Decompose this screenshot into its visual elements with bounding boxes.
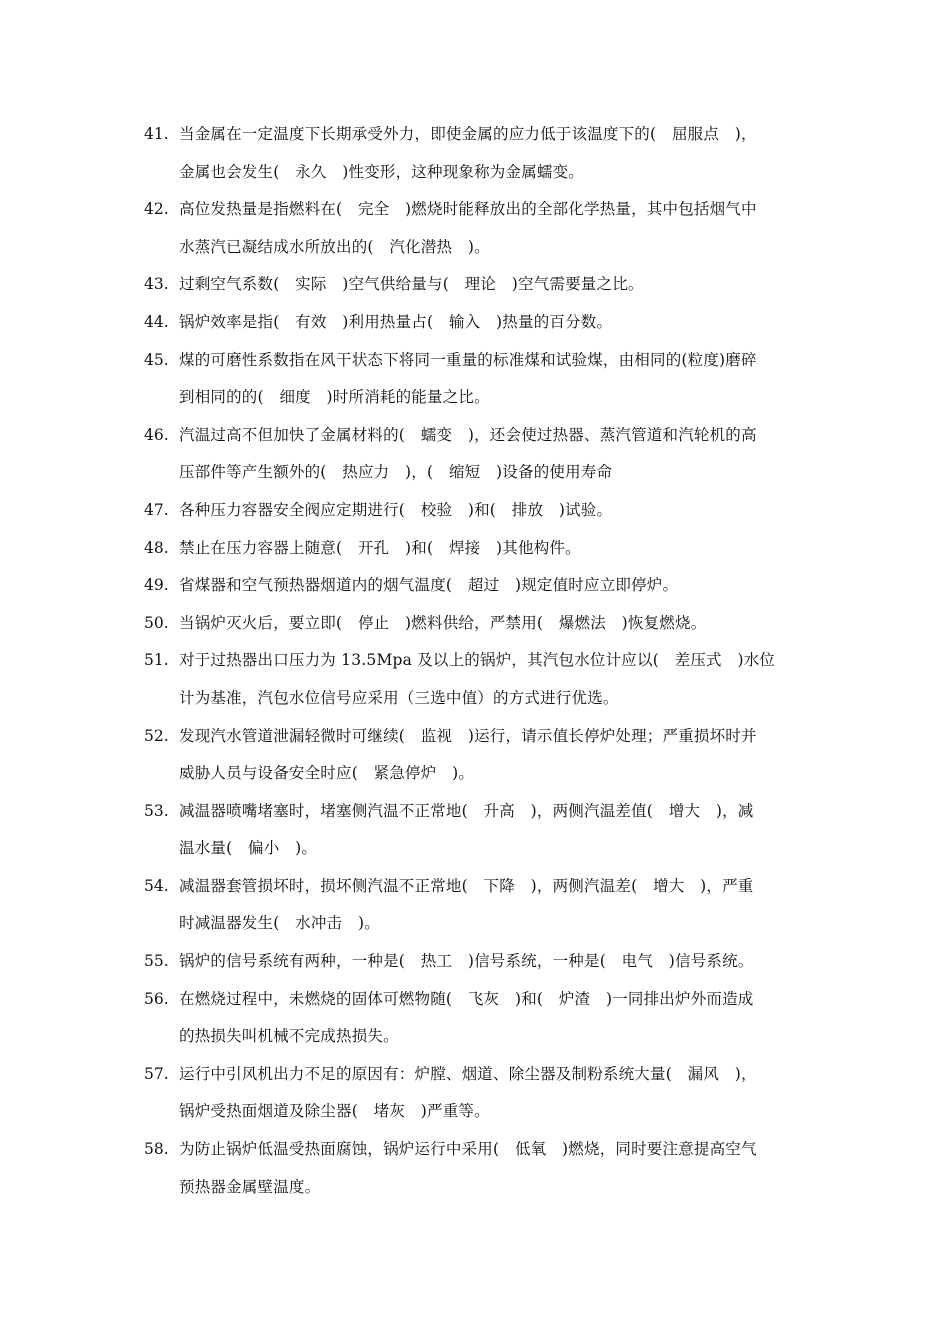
list-item (144, 721, 814, 789)
list-item (144, 608, 814, 638)
list-item (144, 533, 814, 563)
item-number: 43. (144, 275, 169, 294)
item-text: 锅炉受热面烟道及除尘器( 堵灰 )严重等。 (179, 1102, 490, 1121)
item-text: 温水量( 偏小 )。 (179, 839, 318, 858)
item-number: 42. (144, 200, 169, 219)
item-number: 50. (144, 613, 169, 632)
list-item (144, 194, 814, 262)
item-number: 53. (144, 801, 169, 820)
item-text: 预热器金属壁温度。 (179, 1177, 321, 1196)
item-number: 46. (144, 425, 169, 444)
item-text: 减温器喷嘴堵塞时，堵塞侧汽温不正常地( 升高 )，两侧汽温差值( 增大 )，减 (179, 801, 754, 820)
item-text: 煤的可磨性系数指在风干状态下将同一重量的标准煤和试验煤，由相同的(粒度)磨碎 (179, 350, 757, 369)
list-item (144, 269, 814, 299)
item-number: 45. (144, 350, 169, 369)
item-number: 51. (144, 651, 169, 670)
list-item (144, 1059, 814, 1127)
item-text: 减温器套管损坏时，损坏侧汽温不正常地( 下降 )，两侧汽温差( 增大 )，严重 (179, 876, 754, 895)
item-number: 55. (144, 952, 169, 971)
item-text: 禁止在压力容器上随意( 开孔 )和( 焊接 )其他构件。 (179, 538, 581, 557)
item-text: 的热损失叫机械不完成热损失。 (179, 1027, 399, 1046)
list-item (144, 345, 814, 413)
item-number: 49. (144, 576, 169, 595)
item-number: 56. (144, 989, 169, 1008)
item-number: 52. (144, 726, 169, 745)
list-item (144, 1134, 814, 1202)
item-text: 汽温过高不但加快了金属材料的( 蠕变 )，还会使过热器、蒸汽管道和汽轮机的高 (179, 425, 757, 444)
item-number: 44. (144, 312, 169, 331)
item-text: 水蒸汽已凝结成水所放出的( 汽化潜热 )。 (179, 237, 490, 256)
item-number: 58. (144, 1140, 169, 1159)
item-text: 发现汽水管道泄漏轻微时可继续( 监视 )运行，请示值长停炉处理；严重损坏时并 (179, 726, 757, 745)
item-text: 当金属在一定温度下长期承受外力，即使金属的应力低于该温度下的( 屈服点 )， (179, 125, 757, 143)
list-item (144, 495, 814, 525)
item-text: 过剩空气系数( 实际 )空气供给量与( 理论 )空气需要量之比。 (179, 275, 644, 294)
item-text: 在燃烧过程中，未燃烧的固体可燃物随( 飞灰 )和( 炉渣 )一同排出炉外而造成 (179, 989, 754, 1008)
item-number: 48. (144, 538, 169, 557)
item-text: 威胁人员与设备安全时应( 紧急停炉 )。 (179, 764, 475, 783)
item-text: 压部件等产生额外的( 热应力 )，( 缩短 )设备的使用寿命 (179, 463, 613, 482)
item-text: 高位发热量是指燃料在( 完全 )燃烧时能释放出的全部化学热量，其中包括烟气中 (179, 200, 757, 219)
item-text: 时减温器发生( 水冲击 )。 (179, 914, 380, 933)
item-number: 57. (144, 1064, 169, 1083)
item-text: 锅炉效率是指( 有效 )利用热量占( 输入 )热量的百分数。 (179, 312, 613, 331)
item-text: 锅炉的信号系统有两种，一种是( 热工 )信号系统，一种是( 电气 )信号系统。 (179, 952, 754, 971)
item-text: 省煤器和空气预热器烟道内的烟气温度( 超过 )规定值时应立即停炉。 (179, 576, 679, 595)
list-item (144, 645, 814, 713)
list-item (144, 796, 814, 864)
item-number: 41. (144, 125, 169, 143)
list-item (144, 946, 814, 976)
list-item (144, 570, 814, 600)
list-item (144, 984, 814, 1052)
item-text: 当锅炉灭火后，要立即( 停止 )燃料供给，严禁用( 爆燃法 )恢复燃烧。 (179, 613, 707, 632)
list-item (144, 420, 814, 488)
item-text: 各种压力容器安全阀应定期进行( 校验 )和( 排放 )试验。 (179, 500, 613, 519)
question-list (144, 119, 814, 1209)
item-text: 为防止锅炉低温受热面腐蚀，锅炉运行中采用( 低氧 )燃烧，同时要注意提高空气 (179, 1140, 757, 1159)
item-text: 计为基准，汽包水位信号应采用（三选中值）的方式进行优选。 (179, 688, 619, 707)
item-text: 运行中引风机出力不足的原因有：炉膛、烟道、除尘器及制粉系统大量( 漏风 )， (179, 1064, 757, 1083)
item-number: 47. (144, 500, 169, 519)
item-text: 到相同的的( 细度 )时所消耗的能量之比。 (179, 388, 490, 407)
item-text: 金属也会发生( 永久 )性变形，这种现象称为金属蠕变。 (179, 162, 584, 181)
item-text: 对于过热器出口压力为 13.5Mpa 及以上的锅炉，其汽包水位计应以( 差压式 )水位 (179, 651, 776, 670)
list-item (144, 871, 814, 939)
item-number: 54. (144, 876, 169, 895)
list-item (144, 307, 814, 337)
list-item (144, 119, 814, 187)
